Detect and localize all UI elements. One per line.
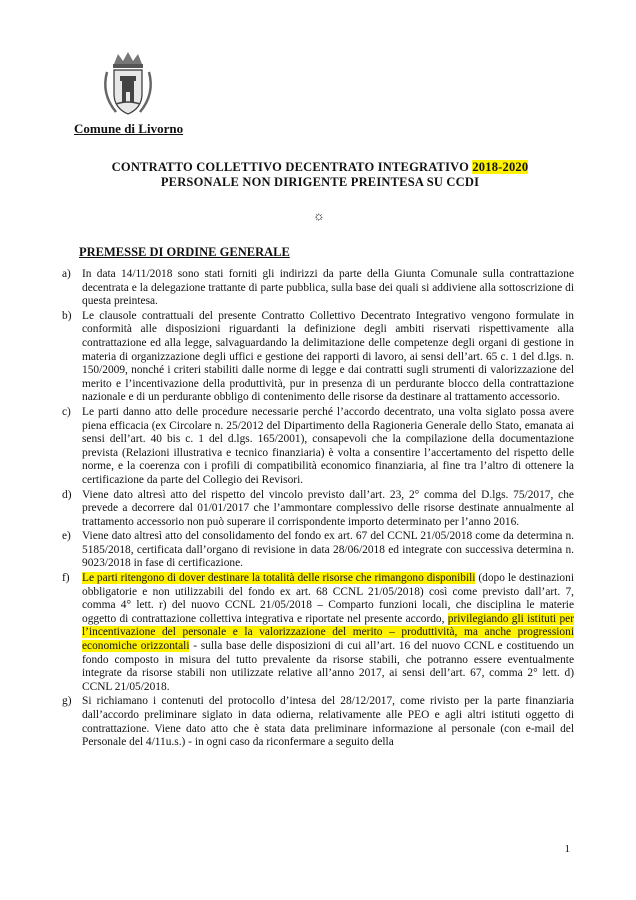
list-item-marker: c)	[62, 405, 71, 418]
organization-name: Comune di Livorno	[74, 121, 184, 136]
municipal-crest-icon	[98, 50, 158, 120]
title-text: CONTRATTO COLLETTIVO DECENTRATO INTEGRATIVO	[111, 160, 473, 174]
list-item-text: Si richiamano i contenuti del protocollo d’intesa del 28/12/2017, come rivisto per la parte finanziaria dall’accordo preliminare siglato in data odierna, relativamente alle PEO e agli altri istituti oggetto di contrattazione. Viene dato atto che è stata data preliminare informazione al personale (con e-mail del Personale del 4/11u.s.) - in ogni caso da riconfermare a seguito della	[82, 695, 574, 749]
list-item-marker: a)	[62, 268, 71, 280]
list-item	[62, 695, 574, 749]
list-item	[62, 572, 574, 694]
list-item-marker: b)	[62, 309, 72, 322]
list-item-marker: f)	[62, 572, 70, 585]
list-item-marker: d)	[62, 488, 72, 501]
section-heading: PREMESSE DI ORDINE GENERALE	[79, 245, 290, 259]
list-item-text: In data 14/11/2018 sono stati forniti gli indirizzi da parte della Giunta Comunale sulla contrattazione decentrata e la delegazione trattante di parte pubblica, sulla base dei quali si addiviene alla sottoscrizione di questa preintesa.	[82, 268, 574, 308]
list-item-text: Le clausole contrattuali del presente Contratto Collettivo Decentrato Integrativo vengono formulate in conformità alle disposizioni riguardanti la definizione degli ambiti riservati rispettivamente alla contrattazione ed alla legge, salvaguardando la delimitazione delle competenze degli organi di gestione in materia di organizzazione degli uffici e gestione dei rapporti di lavoro, ai sensi dell’art. 65 c. 1 del d.lgs. n. 150/2009, nonché i criteri stabiliti dalle norme di legge e dai contratti sugli strumenti di valorizzazione del merito e l’incentivazione della produttività, pur in presenza di un perdurante blocco della contrattazione nazionale e di un perdurante obbligo di contenimento delle risorse da destinare al trattamento accessorio.	[82, 309, 574, 404]
list-item-text: Viene dato altresì atto del consolidamento del fondo ex art. 67 del CCNL 21/05/2018 come da determina n. 5185/2018, certificata dall’organo di revisione in data 28/06/2018 ed integrate con successiva determina n. 9023/2018 in fase di certificazione.	[82, 530, 574, 570]
list-item-marker: g)	[62, 695, 72, 708]
document-title-line-2: PERSONALE NON DIRIGENTE PREINTESA SU CCDI	[160, 175, 480, 189]
list-item-text: Viene dato altresì atto del rispetto del vincolo previsto dall’art. 23, 2° comma del D.lgs. 75/2017, che prevede a decorrere dal 01/01/2017 che l’ammontare complessivo delle risorse destinate annualmente al trattamento accessorio non può superare il corrispondente importo determinato per l’anno 2016.	[82, 488, 574, 528]
highlighted-text: Le parti ritengono di dover destinare la totalità delle risorse che rimangono disponibili	[82, 572, 476, 585]
list-item	[62, 489, 574, 530]
list-item	[62, 530, 574, 571]
list-item-text: - sulla base delle disposizioni di cui all’art. 16 del nuovo CCNL e costituendo un fondo composto in misura del tutto prevalente da risorse stabili, che potranno essere eventualmente integrate da risorse stabili non utilizzate relative all’anno 2017, ai sensi dell’art. 67, comma 2° lett. d) CCNL 21/05/2018.	[82, 640, 574, 693]
document-title-line-1	[80, 160, 560, 175]
premises-list	[62, 268, 574, 751]
highlighted-text: privilegiando gli istituti per l’incentivazione del personale e la valorizzazione del merito – produttività, ma anche progressioni economiche orizzontali	[82, 612, 575, 653]
sun-ornament-icon: ☼	[313, 208, 325, 223]
list-item	[62, 268, 574, 309]
list-item	[62, 310, 574, 405]
list-item	[62, 406, 574, 488]
list-item-marker: e)	[62, 530, 71, 543]
title-years-highlight: 2018-2020	[472, 160, 529, 174]
list-item-text: Le parti danno atto delle procedure necessarie perché l’accordo decentrato, una volta siglato possa avere piena efficacia (ex Circolare n. 25/2012 del Dipartimento della Ragioneria Generale dello Stato, emanata ai sensi dell’art. 40 bis c. 1 del d.lgs. 165/2001), consapevoli che la compilazione della documentazione prevista (Relazioni illustrativa e tecnico finanziaria) è volta a consentire l’accertamento del rispetto delle norme, e la coerenza con i profili di compatibilità economico finanziaria, al fine tra l’altro di ottenere la certificazione da parte del Collegio dei Revisori.	[82, 405, 574, 486]
page-number: 1	[564, 843, 570, 855]
list-item-text: (dopo le destinazioni obbligatorie e non utilizzabili del fondo ex art. 68 CCNL 21/05/2018) così come previsto dall’art. 7, comma 4° lett. r) del nuovo CCNL 21/05/2018 – Comparto funzioni locali, che disciplina le materie oggetto di contrattazione collettiva integrativa e riportate nel presente accordo,	[82, 572, 574, 625]
